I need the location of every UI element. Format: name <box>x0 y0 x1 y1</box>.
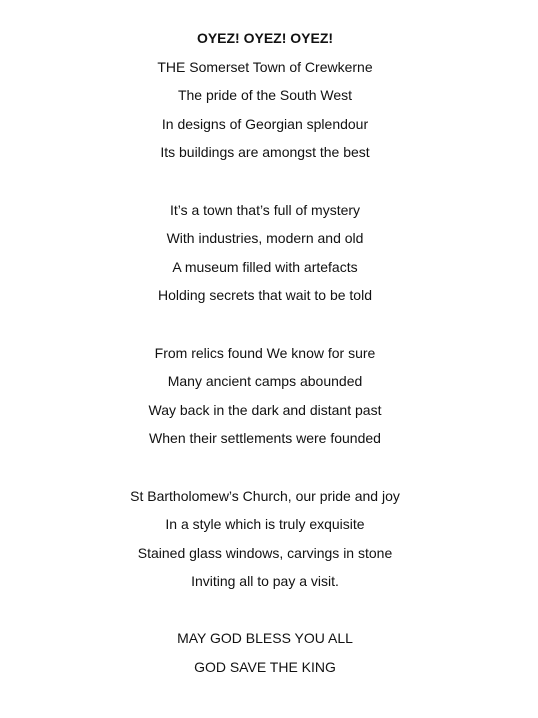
poem-line: When their settlements were founded <box>149 430 381 447</box>
closing-line: GOD SAVE THE KING <box>194 659 336 676</box>
poem-line: Its buildings are amongst the best <box>160 144 370 161</box>
poem-line: Holding secrets that wait to be told <box>157 287 372 304</box>
poem-line: It’s a town that’s full of mystery <box>169 201 361 218</box>
poem-line: THE Somerset Town of Crewkerne <box>157 58 373 75</box>
stanza-break <box>0 171 530 200</box>
stanza-break <box>0 600 530 629</box>
poem-line: Inviting all to pay a visit. <box>191 573 339 590</box>
poem-line: In designs of Georgian splendour <box>161 115 369 132</box>
poem-line: From relics found We know for sure <box>154 344 376 361</box>
poem-line: A museum filled with artefacts <box>172 258 358 275</box>
poem-line: St Bartholomew’s Church, our pride and joy <box>130 487 400 504</box>
poem-line: With industries, modern and old <box>166 230 364 247</box>
poem-line: In a style which is truly exquisite <box>165 516 365 533</box>
poem-line: Way back in the dark and distant past <box>148 401 382 418</box>
poem <box>0 28 530 686</box>
closing-line: MAY GOD BLESS YOU ALL <box>177 630 353 647</box>
stanza-break <box>0 457 530 486</box>
poem-line: Stained glass windows, carvings in stone <box>137 544 393 561</box>
stanza-break <box>0 314 530 343</box>
poem-title: OYEZ! OYEZ! OYEZ! <box>196 30 334 46</box>
poem-line: The pride of the South West <box>177 87 353 104</box>
poem-line: Many ancient camps abounded <box>167 373 363 390</box>
